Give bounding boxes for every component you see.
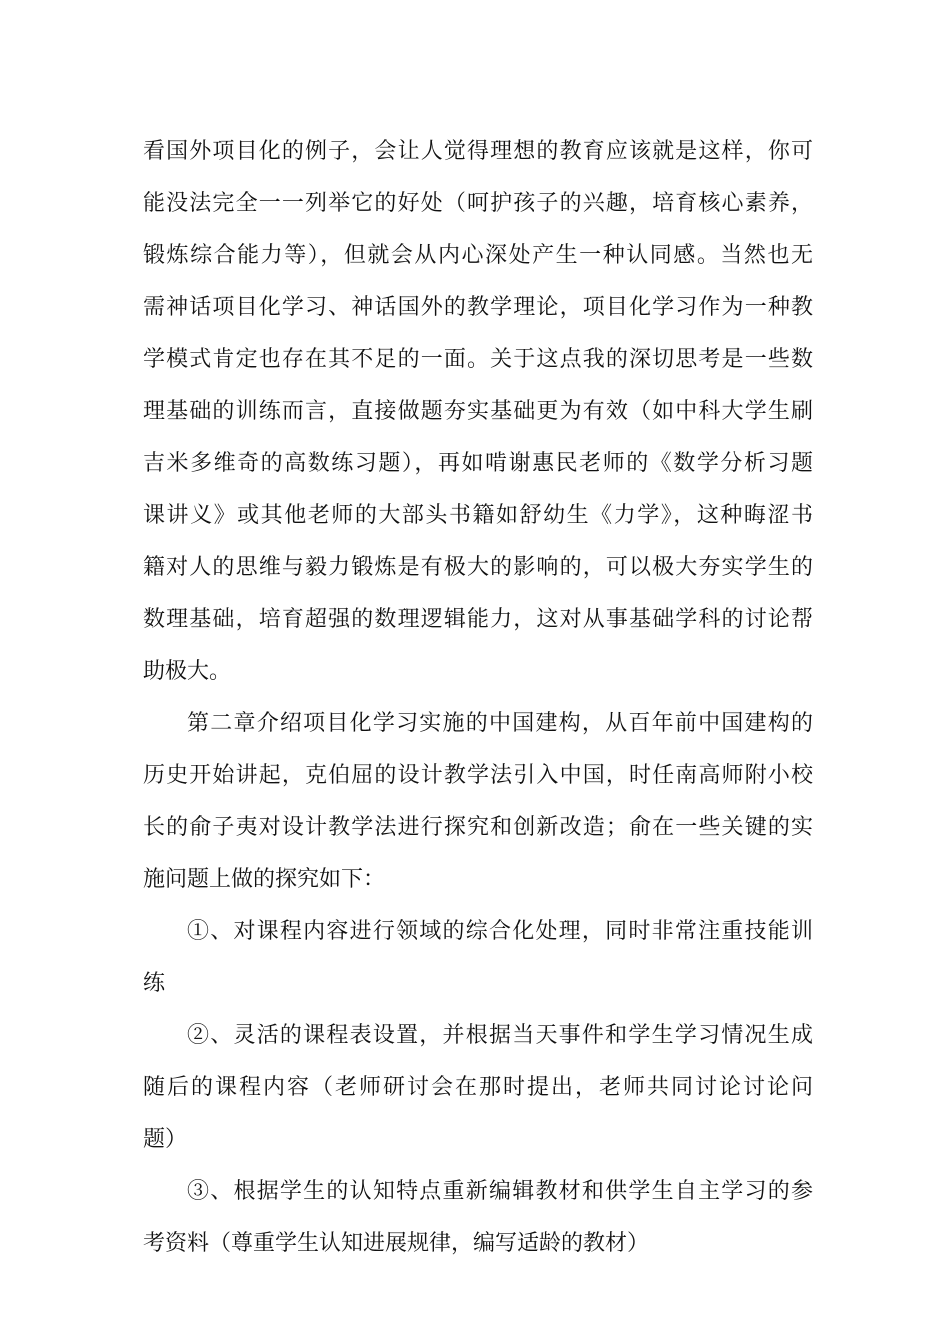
- text-line: 练: [143, 971, 166, 996]
- text-line: 需神话项目化学习、神话国外的教学理论，项目化学习作为一种教: [143, 295, 813, 320]
- list-item-1: [143, 912, 813, 1016]
- text-line: 学模式肯定也存在其不足的一面。关于这点我的深切思考是一些数: [143, 347, 813, 372]
- text-line: ①、对课程内容进行领域的综合化处理，同时非常注重技能训: [187, 919, 813, 944]
- text-line: 吉米多维奇的高数练习题），再如啃谢惠民老师的《数学分析习题: [143, 451, 813, 476]
- text-line: 考资料（尊重学生认知进展规律，编写适龄的教材）: [143, 1231, 650, 1256]
- text-line: 历史开始讲起，克伯屈的设计教学法引入中国，时任南高师附小校: [143, 763, 813, 788]
- text-line: ②、灵活的课程表设置，并根据当天事件和学生学习情况生成: [187, 1023, 813, 1048]
- paragraph-2: [143, 704, 813, 912]
- text-line: 能没法完全一一列举它的好处（呵护孩子的兴趣，培育核心素养，: [143, 191, 813, 216]
- list-item-3: [143, 1172, 813, 1276]
- text-line: 锻炼综合能力等），但就会从内心深处产生一种认同感。当然也无: [143, 243, 813, 268]
- paragraph-1: [143, 132, 813, 704]
- text-line: 课讲义》或其他老师的大部头书籍如舒幼生《力学》，这种晦涩书: [143, 503, 813, 528]
- text-line: ③、根据学生的认知特点重新编辑教材和供学生自主学习的参: [187, 1179, 813, 1204]
- document-body: [143, 132, 813, 1276]
- text-line: 看国外项目化的例子，会让人觉得理想的教育应该就是这样，你可: [143, 139, 813, 164]
- text-line: 第二章介绍项目化学习实施的中国建构，从百年前中国建构的: [187, 711, 813, 736]
- text-line: 施问题上做的探究如下：: [143, 867, 386, 892]
- text-line: 随后的课程内容（老师研讨会在那时提出，老师共同讨论讨论问: [143, 1075, 813, 1100]
- text-line: 籍对人的思维与毅力锻炼是有极大的影响的，可以极大夯实学生的: [143, 555, 813, 580]
- text-line: 助极大。: [143, 659, 232, 684]
- text-line: 题）: [143, 1127, 188, 1152]
- text-line: 数理基础，培育超强的数理逻辑能力，这对从事基础学科的讨论帮: [143, 607, 813, 632]
- text-line: 理基础的训练而言，直接做题夯实基础更为有效（如中科大学生刷: [143, 399, 813, 424]
- list-item-2: [143, 1016, 813, 1172]
- text-line: 长的俞子夷对设计教学法进行探究和创新改造；俞在一些关键的实: [143, 815, 813, 840]
